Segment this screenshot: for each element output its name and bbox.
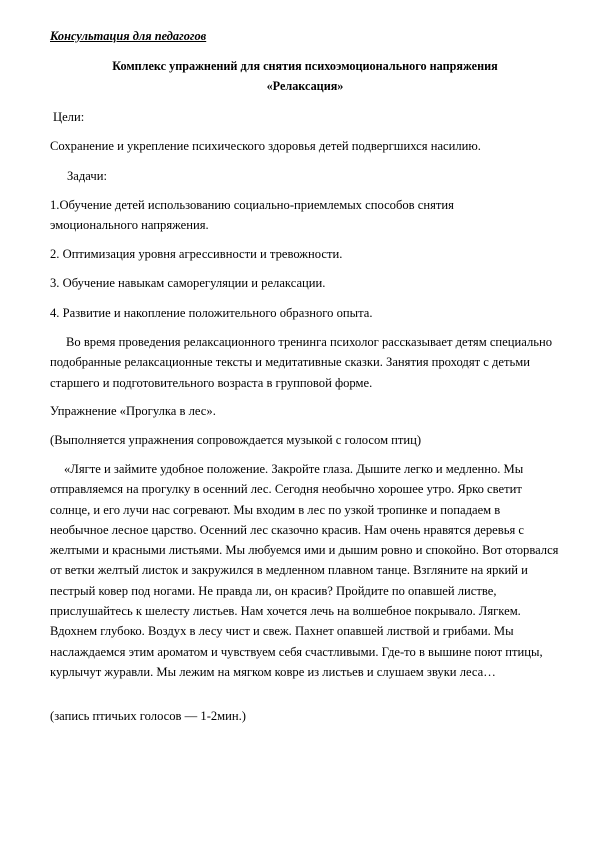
goals-text: Сохранение и укрепление психического здоровья детей подвергшихся насилию. xyxy=(50,139,481,153)
exercise-title: Упражнение «Прогулка в лес». xyxy=(50,404,216,418)
intro-paragraph: Во время проведения релаксационного тренинга психолог рассказывает детям специально подобранные релаксационные тексты и медитативные сказки. Занятия проходят с детьми старшего и подготовительного возраста в групповой форме. xyxy=(50,335,553,390)
task-item-2: 2. Оптимизация уровня агрессивности и тревожности. xyxy=(50,247,343,261)
recording-note: (запись птичьих голосов — 1-2мин.) xyxy=(50,709,246,723)
task-item-3: 3. Обучение навыкам саморегуляции и релаксации. xyxy=(50,276,326,290)
goals-label: Цели: xyxy=(53,110,85,124)
document-title xyxy=(50,56,560,96)
tasks-label: Задачи: xyxy=(67,169,107,183)
title-line-2: «Релаксация» xyxy=(266,79,344,93)
document-heading: Консультация для педагогов xyxy=(50,29,207,43)
exercise-note: (Выполняется упражнения сопровождается музыкой с голосом птиц) xyxy=(50,433,422,447)
task-item-1: 1.Обучение детей использованию социально-приемлемых способов снятия эмоционального напряжения. xyxy=(50,198,454,233)
exercise-text: «Лягте и займите удобное положение. Закройте глаза. Дышите легко и медленно. Мы отправляемся на прогулку в осенний лес. Сегодня необычно хорошее утро. Ярко светит солнце, и его лучи нас согревают. Мы входим в лес по узкой тропинке и попадаем в необычное лесное царство. Осенний лес сказочно красив. Нам очень нравятся деревья с желтыми и красными листьями. Мы любуемся ими и дышим ровно и спокойно. Вот оторвался от ветки желтый листок и закружился в медленном плавном танце. Взгляните на яркий и пестрый ковер под ногами. Не правда ли, он красив? Пройдите по опавшей листве, прислушайтесь к шелесту листьев. Нам хочется лечь на волшебное покрывало. Лягкем. Вдохнем глубоко. Воздух в лесу чист и свеж. Пахнет опавшей листвой и грибами. Мы наслаждаемся этим ароматом и чувствуем себя счастливыми. Где-то в вышине поют птицы, курлычут журавли. Мы лежим на мягком ковре из листьев и слушаем звуки леса… xyxy=(50,462,559,679)
task-item-4: 4. Развитие и накопление положительного образного опыта. xyxy=(50,306,373,320)
title-line-1: Комплекс упражнений для снятия психоэмоционального напряжения xyxy=(112,59,498,73)
